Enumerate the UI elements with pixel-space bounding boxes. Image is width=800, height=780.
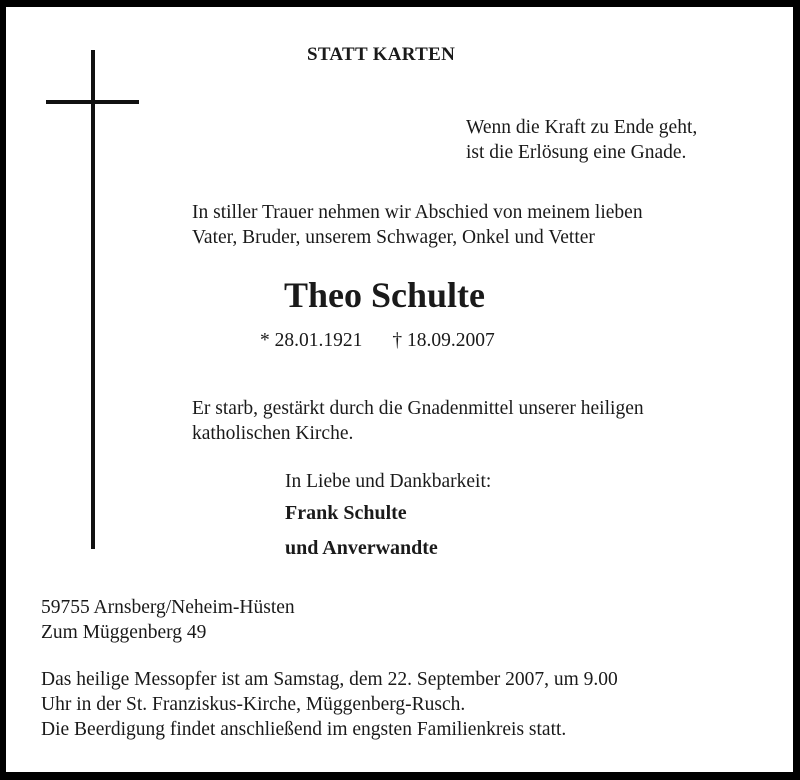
service-info-line: Das heilige Messopfer ist am Samstag, dem 22. September 2007, um 9.00 xyxy=(41,669,618,690)
address xyxy=(41,595,295,645)
deceased-name: Theo Schulte xyxy=(284,275,486,315)
death-text-line: Er starb, gestärkt durch die Gnadenmittel unserer heiligen xyxy=(192,398,644,419)
quote-line: Wenn die Kraft zu Ende geht, xyxy=(466,117,698,138)
notice-header: STATT KARTEN xyxy=(307,44,456,65)
cross-icon xyxy=(91,50,95,549)
death-text xyxy=(192,396,644,446)
signatory: und Anverwandte xyxy=(285,537,438,559)
address-line: Zum Müggenberg 49 xyxy=(41,622,207,643)
life-dates xyxy=(260,330,495,352)
quote-line: ist die Erlösung eine Gnade. xyxy=(466,142,687,163)
cross-icon-crossbar xyxy=(46,100,139,104)
quote xyxy=(466,115,697,165)
intro-text xyxy=(192,200,643,250)
signature-intro: In Liebe und Dankbarkeit: xyxy=(285,471,492,492)
intro-line: Vater, Bruder, unserem Schwager, Onkel und Vetter xyxy=(192,227,595,248)
intro-line: In stiller Trauer nehmen wir Abschied von meinem lieben xyxy=(192,202,643,223)
death-date: † 18.09.2007 xyxy=(392,330,495,351)
birth-date: * 28.01.1921 xyxy=(260,330,363,351)
signatory: Frank Schulte xyxy=(285,502,407,524)
address-line: 59755 Arnsberg/Neheim-Hüsten xyxy=(41,597,295,618)
service-info xyxy=(41,667,618,742)
service-info-line: Uhr in der St. Franziskus-Kirche, Müggenberg-Rusch. xyxy=(41,694,466,715)
death-text-line: katholischen Kirche. xyxy=(192,423,354,444)
service-info-line: Die Beerdigung findet anschließend im engsten Familienkreis statt. xyxy=(41,719,567,740)
